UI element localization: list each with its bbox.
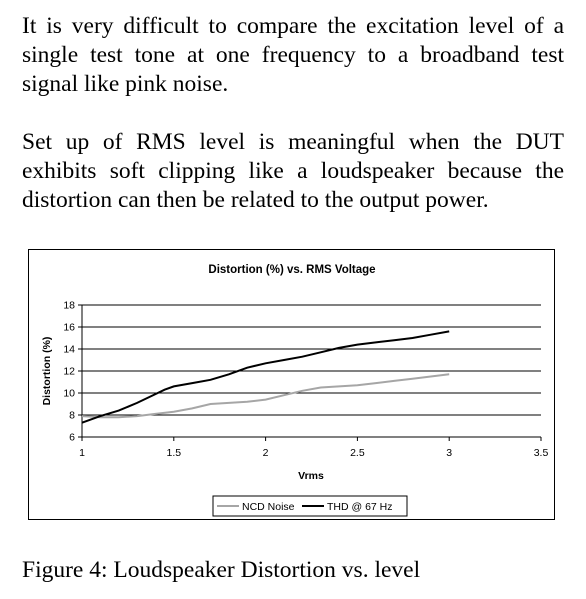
plot-area (63, 300, 548, 460)
x-tick-label-2.5: 2.5 (350, 447, 365, 459)
paragraph-excitation-comparison: It is very difficult to compare the excitation level of a single test tone at one frequency to a broadband test signal like pink noise. (22, 13, 564, 97)
legend-label-thd-67-hz: THD @ 67 Hz (327, 501, 393, 513)
x-tick-label-1.5: 1.5 (166, 447, 182, 459)
x-tick-label-3.5: 3.5 (533, 447, 549, 459)
distortion-vs-rms-chart (29, 250, 556, 521)
y-tick-label-16: 16 (63, 321, 75, 334)
y-tick-label-12: 12 (63, 365, 75, 378)
figure-caption: Figure 4: Loudspeaker Distortion vs. level (22, 557, 421, 583)
y-tick-label-10: 10 (63, 387, 75, 400)
x-tick-label-2: 2 (262, 447, 269, 459)
y-axis-label: Distortion (%) (41, 336, 53, 406)
x-tick-label-1: 1 (79, 447, 85, 459)
chart-legend (213, 496, 407, 516)
series-line-ncd-noise (82, 374, 449, 417)
series-line-thd-67-hz (82, 331, 449, 422)
chart-title: Distortion (%) vs. RMS Voltage (208, 264, 376, 276)
legend-label-ncd-noise: NCD Noise (242, 501, 295, 513)
chart-frame (28, 249, 555, 520)
y-tick-label-18: 18 (63, 299, 75, 312)
y-tick-label-6: 6 (69, 431, 75, 444)
paragraph-rms-level-setup: Set up of RMS level is meaningful when the DUT exhibits soft clipping like a loudspeaker because the distortion can then be related to the output power. (22, 129, 564, 213)
y-tick-label-8: 8 (69, 409, 75, 422)
y-tick-label-14: 14 (63, 343, 75, 356)
x-axis-label: Vrms (298, 470, 324, 482)
x-tick-label-3: 3 (446, 447, 453, 459)
